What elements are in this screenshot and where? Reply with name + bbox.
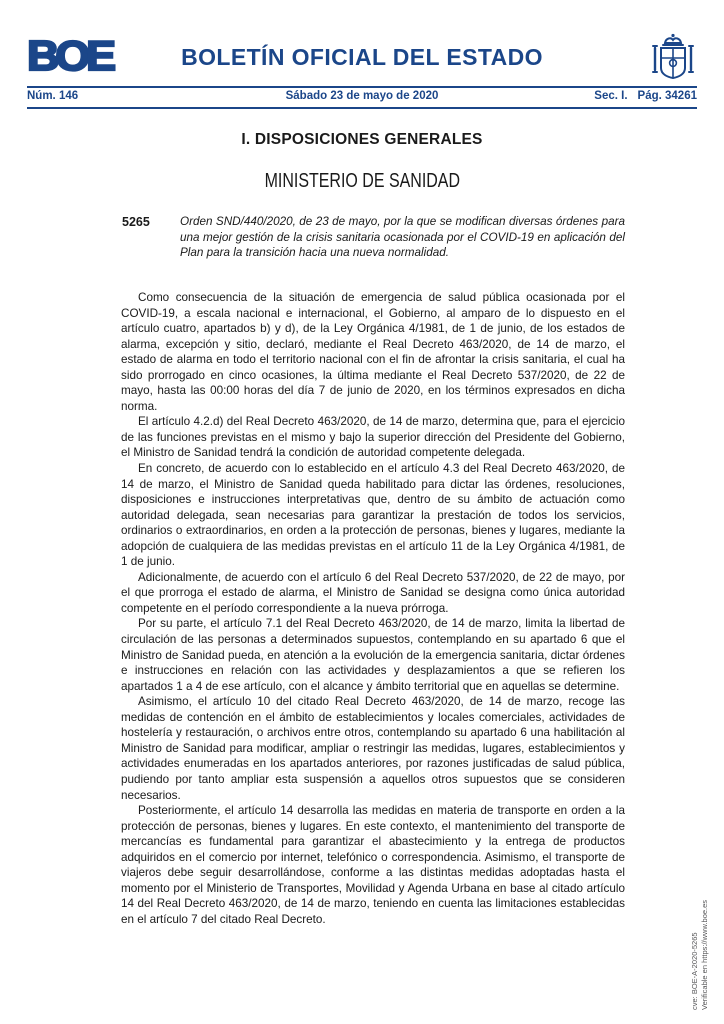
boe-logo: BOE — [27, 33, 113, 80]
section-page-ref — [594, 90, 697, 102]
order-summary: Orden SND/440/2020, de 23 de mayo, por la que se modifican diversas órdenes para una mejor gestión de la crisis sanitaria ocasionada por el COVID-19 en aplicación del Plan para la transición hacia una nueva normalidad. — [180, 215, 625, 260]
issue-date: Sábado 23 de mayo de 2020 — [285, 90, 439, 102]
verification-url: Verificable en https://www.boe.es — [700, 899, 709, 1010]
header-divider-bottom — [27, 107, 697, 109]
page-ref: Pág. 34261 — [637, 90, 697, 102]
order-body — [121, 290, 625, 927]
body-paragraph: En concreto, de acuerdo con lo establecido en el artículo 4.3 del Real Decreto 463/2020, de 14 de marzo, el Ministro de Sanidad queda habilitado para dictar las órdenes, resoluciones, disposiciones e instrucciones interpretativas que, dentro de su ámbito de actuación como autoridad delegada, sean necesarias para garantizar la prestación de todos los servicios, ordinarios o extraordinarios, en orden a la protección de personas, bienes y lugares, mediante la adopción de cualquiera de las medidas previstas en el artículo 11 de la Ley Orgánica 4/1981, de 1 de junio. — [121, 462, 625, 569]
header — [27, 30, 697, 84]
page-title: BOLETÍN OFICIAL DEL ESTADO — [181, 43, 543, 70]
issue-meta-row — [27, 90, 697, 105]
body-paragraph: Como consecuencia de la situación de emergencia de salud pública ocasionada por el COVID-19, a escala nacional e internacional, el Gobierno, al amparo de lo dispuesto en el artículo cuatro, apartados b) y d), de la Ley Orgánica 4/1981, de 1 de junio, de los estados de alarma, excepción y sitio, declaró, mediante el Real Decreto 463/2020, de 14 de marzo, el estado de alarma en todo el territorio nacional con el fin de afrontar la crisis sanitaria, el cual ha sido prorrogado en cinco ocasiones, la última mediante el Real Decreto 537/2020, de 22 de mayo, hasta las 00:00 horas del día 7 de junio de 2020, en los términos expresados en dicha norma. — [121, 291, 625, 413]
body-paragraph: El artículo 4.2.d) del Real Decreto 463/2020, de 14 de marzo, determina que, para el ejercicio de las funciones previstas en el mismo y bajo la superior dirección del Presidente del Gobierno, el Ministro de Sanidad tendrá la condición de autoridad competente delegada. — [121, 415, 625, 460]
ministry-heading-text: MINISTERIO DE SANIDAD — [264, 169, 460, 192]
spain-coat-of-arms-icon — [649, 32, 697, 82]
body-paragraph: Posteriormente, el artículo 14 desarrolla las medidas en materia de transporte en orden a la protección de personas, bienes y lugares. En este contexto, el mantenimiento del transporte de mercancías es fundamental para garantizar el abastecimiento y la entrega de productos adquiridos en el comercio por internet, telefónico o correspondencia. Asimismo, el transporte de viajeros debe seguir desarrollándose, conforme a las distintas medidas adoptadas hasta el momento por el Ministerio de Transportes, Movilidad y Agenda Urbana en base al citado artículo 14 del Real Decreto 463/2020, de 14 de marzo, teniendo en cuenta las limitaciones establecidas en el artículo 7 del citado Real Decreto. — [121, 804, 625, 926]
body-paragraph: Asimismo, el artículo 10 del citado Real Decreto 463/2020, de 14 de marzo, recoge las medidas de contención en el ámbito de establecimientos y locales comerciales, actividades de hostelería y restauración, o archivos entre otros, contemplando su apartado 6 una habilitación al Ministro de Sanidad para modificar, ampliar o restringir las medidas, lugares, establecimientos y actividades enumeradas en los apartados anteriores, por razones justificadas de salud pública, pudiendo por tanto ampliar esta suspensión a aquellos otros supuestos que se consideren necesarios. — [121, 695, 625, 802]
body-paragraph: Adicionalmente, de acuerdo con el artículo 6 del Real Decreto 537/2020, de 22 de mayo, por el que prorroga el estado de alarma, el Ministro de Sanidad se designa como única autoridad competente en el período correspondiente a la nueva prórroga. — [121, 570, 625, 615]
issue-number: Núm. 146 — [27, 90, 79, 102]
order-item — [122, 214, 625, 261]
cve-code: cve: BOE-A-2020-5265 — [690, 932, 699, 1010]
section-ref: Sec. I. — [594, 90, 628, 102]
order-number: 5265 — [122, 215, 150, 229]
verification-sidebar — [690, 900, 710, 1010]
body-paragraph: Por su parte, el artículo 7.1 del Real Decreto 463/2020, de 14 de marzo, limita la libertad de circulación de las personas a determinados supuestos, contemplando en su apartado 6 que el Ministro de Sanidad pueda, en atención a la evolución de la emergencia sanitaria, dictar órdenes e instrucciones en relación con las actividades y desplazamientos a que se refieren los apartados 1 a 4 de ese artículo, con el alcance y ámbito territorial que en aquellas se determine. — [121, 617, 625, 693]
section-heading: I. DISPOSICIONES GENERALES — [241, 131, 483, 148]
header-divider-top — [27, 86, 697, 88]
ministry-heading — [0, 169, 724, 193]
